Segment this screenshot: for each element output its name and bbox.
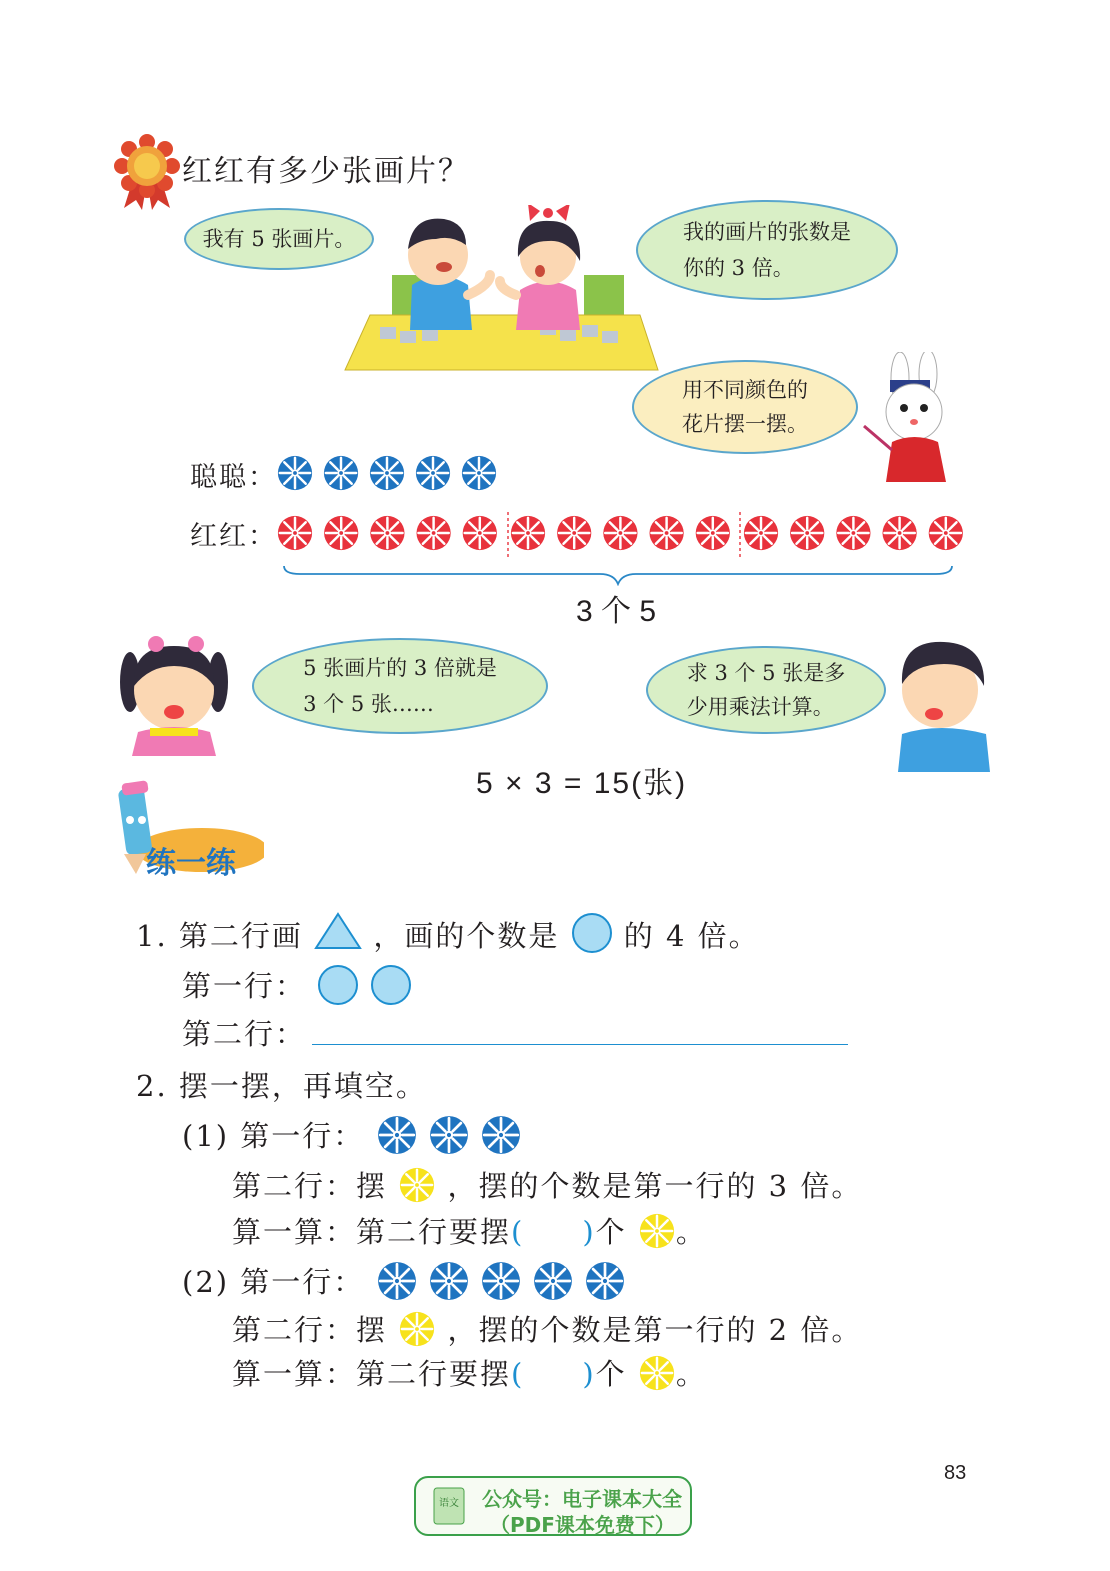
blue-flower-icon <box>428 1260 470 1302</box>
yellow-flower-icon <box>398 1310 436 1348</box>
red-flower-icon <box>278 516 312 550</box>
row-label: (2) 第一行： <box>182 1265 365 1299</box>
watermark-line-1: 公众号：电子课本大全 <box>482 1487 682 1511</box>
red-flower-icon <box>463 516 497 550</box>
row-text: 第二行：摆 <box>232 1313 388 1347</box>
brace-icon <box>280 562 960 586</box>
speech-line-2: 少用乘法计算。 <box>686 695 834 719</box>
exercise-2-q2-row-1 <box>182 1260 636 1302</box>
row-text: 算一算：第二行要摆 <box>232 1215 512 1249</box>
row-text: 第二行：摆 <box>232 1169 388 1203</box>
speech-bubble-girl <box>636 200 898 300</box>
girl-with-pigtails-illustration <box>116 632 232 756</box>
blue-flower-group <box>376 1119 532 1153</box>
exercise-1-row-1 <box>182 964 412 1006</box>
congcong-flower-row <box>270 454 510 494</box>
row-label: 第二行： <box>182 1017 307 1051</box>
blue-flower-icon <box>480 1260 522 1302</box>
children-at-table-illustration <box>340 205 660 375</box>
row-label-honghong: 红红： <box>190 521 277 552</box>
yellow-flower-icon <box>638 1354 676 1392</box>
answer-line[interactable] <box>312 1044 848 1045</box>
circle-icon <box>370 964 412 1006</box>
speech-bubble-girl-2 <box>252 638 548 734</box>
exercise-2-q2-row-2 <box>232 1308 862 1349</box>
exercise-text: ，画的个数是 <box>373 919 560 953</box>
open-paren: ( <box>511 1357 525 1391</box>
speech-line-1: 求 3 个 5 张是多 <box>686 661 846 685</box>
watermark-line-2: （PDF课本免费下） <box>490 1513 675 1537</box>
row-text: 个 <box>595 1357 627 1391</box>
page-number: 83 <box>944 1462 967 1484</box>
blue-flower-icon <box>584 1260 626 1302</box>
speech-text: 我有 5 张画片。 <box>202 227 356 251</box>
boy-in-sweater-illustration <box>894 634 990 772</box>
row-text: 。 <box>675 1215 707 1249</box>
rosette-icon <box>114 134 180 212</box>
blue-flower-icon <box>532 1260 574 1302</box>
row-label: 第一行： <box>182 969 307 1003</box>
book-icon <box>430 1486 470 1528</box>
multiplication-equation: 5 × 3 = 15(张) <box>476 767 688 800</box>
question-title: 红红有多少张画片？ <box>182 154 470 189</box>
speech-line-1: 用不同颜色的 <box>682 378 808 402</box>
row-text: 算一算：第二行要摆 <box>232 1357 512 1391</box>
blue-flower-icon <box>428 1114 470 1156</box>
blue-flower-icon <box>278 456 312 490</box>
blue-flower-icon <box>416 456 450 490</box>
blue-flower-icon <box>370 456 404 490</box>
red-flower-icon <box>836 516 870 550</box>
red-flower-icon <box>929 516 963 550</box>
circle-icon <box>571 912 613 954</box>
red-flower-icon <box>603 516 637 550</box>
close-paren: ) <box>582 1215 596 1249</box>
brace-label: 3 个 5 <box>576 595 657 628</box>
exercise-2-q1-calc <box>232 1210 707 1251</box>
badge-text: 语文 <box>439 1498 459 1509</box>
red-flower-icon <box>650 516 684 550</box>
speech-line-2: 3 个 5 张…… <box>303 692 434 716</box>
speech-bubble-boy <box>184 208 374 270</box>
red-flower-icon <box>883 516 917 550</box>
row-text: 。 <box>675 1357 707 1391</box>
row-text: ，摆的个数是第一行的 3 倍。 <box>447 1169 863 1203</box>
red-flower-icon <box>696 516 730 550</box>
row-text: 个 <box>595 1215 627 1249</box>
red-flower-icon <box>557 516 591 550</box>
exercise-2-title: 2. 摆一摆，再填空。 <box>136 1069 427 1103</box>
speech-bubble-rabbit <box>632 360 858 454</box>
exercise-2-q2-calc <box>232 1352 707 1393</box>
red-flower-icon <box>511 516 545 550</box>
row-label-congcong: 聪聪： <box>190 462 277 493</box>
blue-flower-icon <box>376 1114 418 1156</box>
row-text: ，摆的个数是第一行的 2 倍。 <box>447 1313 863 1347</box>
speech-bubble-boy-2 <box>646 646 886 734</box>
speech-line-1: 我的画片的张数是 <box>683 220 851 244</box>
triangle-icon <box>314 912 362 950</box>
watermark-badge <box>414 1476 692 1536</box>
exercise-2-q1-row-1 <box>182 1114 532 1156</box>
red-flower-icon <box>790 516 824 550</box>
circle-icon <box>317 964 359 1006</box>
blue-flower-icon <box>324 456 358 490</box>
exercise-1-row-2 <box>182 1012 306 1053</box>
rabbit-teacher-illustration <box>862 352 966 484</box>
speech-line-1: 5 张画片的 3 倍就是 <box>303 656 497 680</box>
yellow-flower-icon <box>638 1212 676 1250</box>
red-flower-icon <box>744 516 778 550</box>
red-flower-icon <box>417 516 451 550</box>
exercise-text: 第二行画 <box>178 919 303 953</box>
exercise-text: 的 4 倍。 <box>623 919 760 953</box>
exercise-2-q1-row-2 <box>232 1164 862 1205</box>
honghong-flower-row <box>270 510 970 558</box>
red-flower-icon <box>370 516 404 550</box>
close-paren: ) <box>582 1357 596 1391</box>
blue-flower-icon <box>480 1114 522 1156</box>
blue-flower-group <box>376 1265 636 1299</box>
practice-title: 练一练 <box>146 846 236 881</box>
blue-flower-icon <box>376 1260 418 1302</box>
exercise-1-question <box>136 912 760 955</box>
red-flower-icon <box>324 516 358 550</box>
row-label: (1) 第一行： <box>182 1119 365 1153</box>
blue-flower-icon <box>462 456 496 490</box>
speech-line-2: 花片摆一摆。 <box>682 412 808 436</box>
open-paren: ( <box>511 1215 525 1249</box>
speech-line-2: 你的 3 倍。 <box>683 256 794 280</box>
yellow-flower-icon <box>398 1166 436 1204</box>
exercise-number: 1. <box>136 919 168 953</box>
